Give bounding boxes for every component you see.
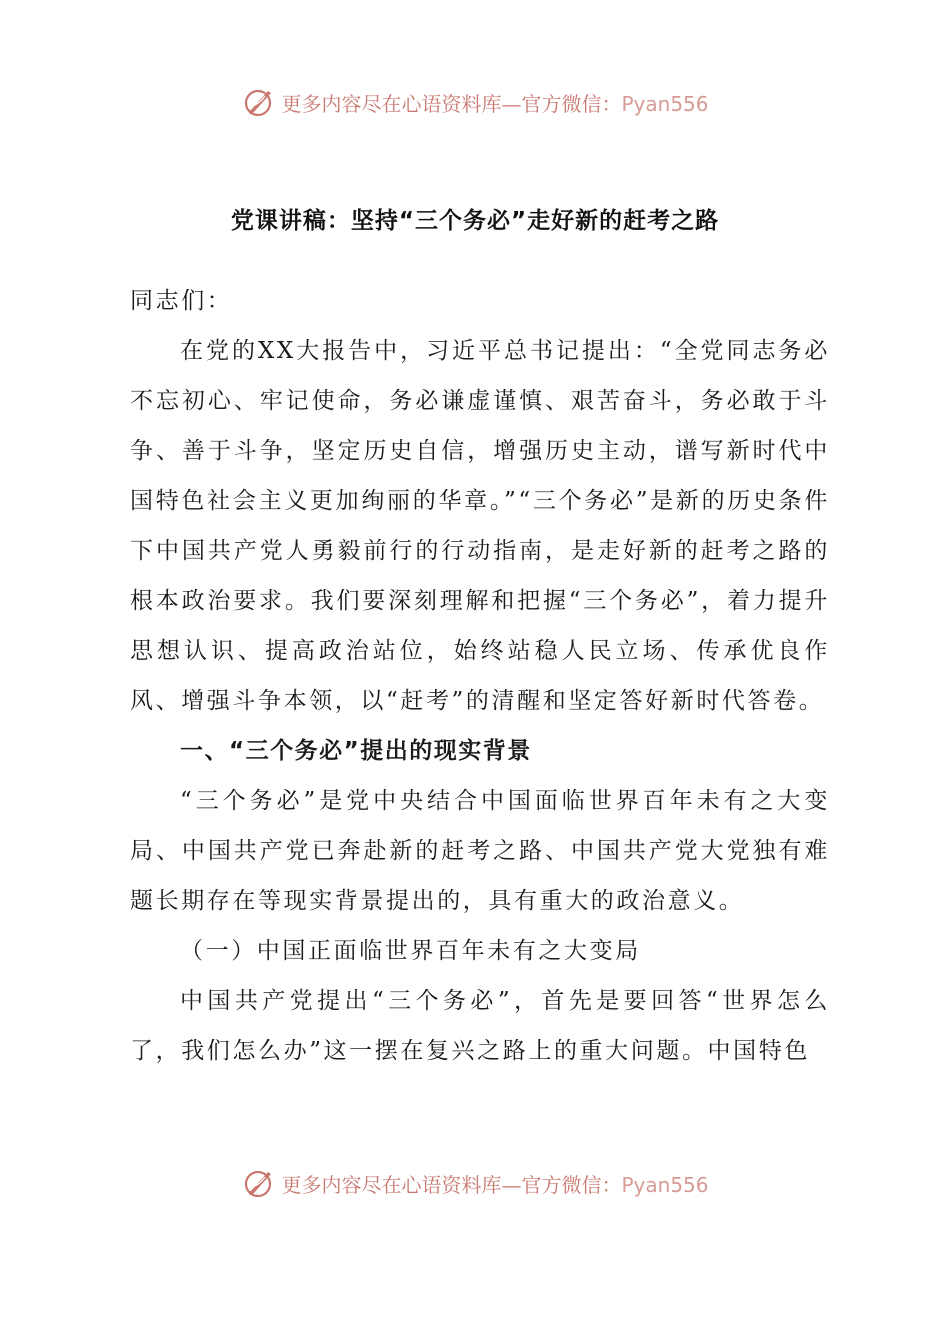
paragraph-world-changes: 中国共产党提出“三个务必”，首先是要回答“世界怎么了，我们怎么办”这一摆在复兴之路上的重大问题。中国特色 [130, 988, 830, 1064]
document-body [130, 276, 830, 1076]
document-title: 党课讲稿：坚持“三个务必”走好新的赶考之路 [230, 208, 720, 234]
banner-text: 更多内容尽在心语资料库—官方微信：Pyan556 [281, 1172, 709, 1197]
quill-pen-logo-icon [241, 84, 277, 120]
section-heading-1: 一、“三个务必”提出的现实背景 [180, 738, 532, 764]
footer-banner [0, 1163, 950, 1203]
wechat-id: Pyan556 [621, 1172, 709, 1197]
header-banner [0, 82, 950, 122]
wechat-id: Pyan556 [621, 91, 709, 116]
paragraph-background: “三个务必”是党中央结合中国面临世界百年未有之大变局、中国共产党已奔赴新的赶考之路、中国共产党大党独有难题长期存在等现实背景提出的，具有重大的政治意义。 [130, 788, 830, 914]
banner-text: 更多内容尽在心语资料库—官方微信：Pyan556 [281, 91, 709, 116]
subsection-heading-1: （一）中国正面临世界百年未有之大变局 [180, 938, 641, 964]
salutation: 同志们： [130, 288, 233, 314]
paragraph-intro: 在党的XX大报告中，习近平总书记提出：“全党同志务必不忘初心、牢记使命，务必谦虚谨慎、艰苦奋斗，务必敢于斗争、善于斗争，坚定历史自信，增强历史主动，谱写新时代中国特色社会主义更加绚丽的华章。”“三个务必”是新的历史条件下中国共产党人勇毅前行的行动指南，是走好新的赶考之路的根本政治要求。我们要深刻理解和把握“三个务必”，着力提升思想认识、提高政治站位，始终站稳人民立场、传承优良作风、增强斗争本领，以“赶考”的清醒和坚定答好新时代答卷。 [130, 338, 830, 714]
quill-pen-logo-icon [241, 1165, 277, 1201]
